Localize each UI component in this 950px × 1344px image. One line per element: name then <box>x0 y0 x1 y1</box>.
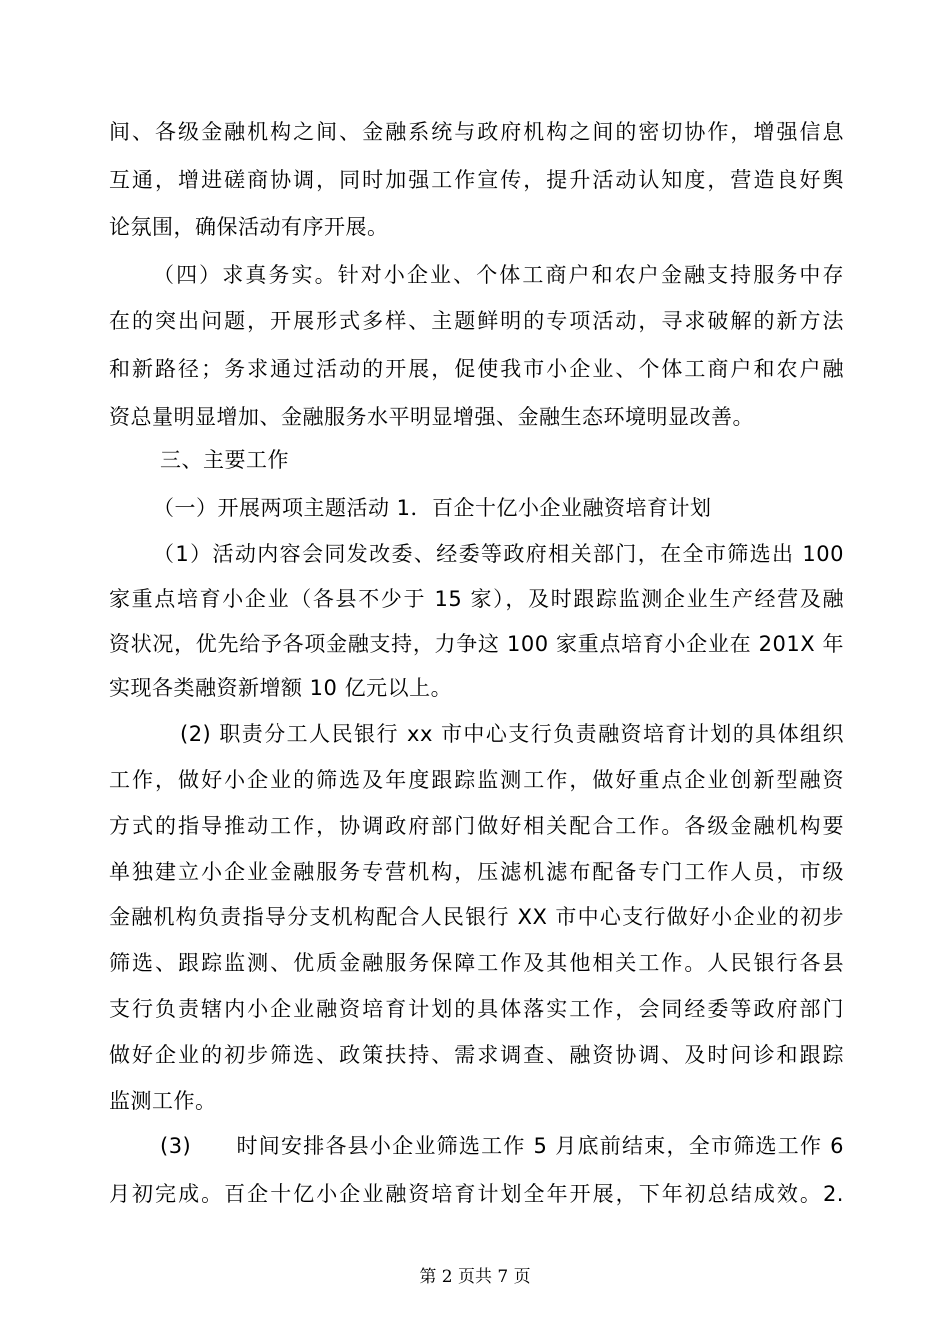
body-line-23: (3) 时间安排各县小企业筛选工作 5 月底前结束，全市筛选工作 6 <box>160 1134 844 1158</box>
body-line-12: 资状况，优先给予各项金融支持，力争这 100 家重点培育小企业在 201X 年 <box>109 632 844 656</box>
body-line-3: 论氛围，确保活动有序开展。 <box>109 215 389 239</box>
page-number: 第 2 页共 7 页 <box>419 1267 531 1287</box>
body-line-16: 方式的指导推动工作，协调政府部门做好相关配合工作。各级金融机构要 <box>109 814 844 838</box>
body-line-20: 支行负责辖内小企业融资培育计划的具体落实工作，会同经委等政府部门 <box>109 997 844 1021</box>
body-line-15: 工作，做好小企业的筛选及年度跟踪监测工作，做好重点企业创新型融资 <box>109 768 844 792</box>
body-line-24: 月初完成。百企十亿小企业融资培育计划全年开展，下年初总结成效。2. <box>109 1182 844 1206</box>
body-line-10: （1）活动内容会同发改委、经委等政府相关部门，在全市筛选出 100 <box>153 542 844 566</box>
body-line-6: 和新路径；务求通过活动的开展，促使我市小企业、个体工商户和农户融 <box>109 357 844 381</box>
body-line-17: 单独建立小企业金融服务专营机构，压滤机滤布配备专门工作人员，市级 <box>109 860 844 884</box>
body-line-2: 互通，增进磋商协调，同时加强工作宣传，提升活动认知度，营造良好舆 <box>109 168 844 192</box>
section-heading: 三、主要工作 <box>160 448 289 472</box>
body-line-14: (2) 职责分工人民银行 xx 市中心支行负责融资培育计划的具体组织 <box>180 722 844 746</box>
body-line-21: 做好企业的初步筛选、政策扶持、需求调查、融资协调、及时问诊和跟踪 <box>109 1043 844 1067</box>
body-line-5: 在的突出问题，开展形式多样、主题鲜明的专项活动，寻求破解的新方法 <box>109 309 844 333</box>
body-line-4: （四）求真务实。针对小企业、个体工商户和农户金融支持服务中存 <box>153 263 844 287</box>
body-line-7: 资总量明显增加、金融服务水平明显增强、金融生态环境明显改善。 <box>109 405 754 429</box>
body-line-19: 筛选、跟踪监测、优质金融服务保障工作及其他相关工作。人民银行各县 <box>109 951 844 975</box>
body-line-11: 家重点培育小企业（各县不少于 15 家），及时跟踪监测企业生产经营及融 <box>109 587 844 611</box>
subsection-heading: （一）开展两项主题活动 1．百企十亿小企业融资培育计划 <box>153 496 712 520</box>
body-line-13: 实现各类融资新增额 10 亿元以上。 <box>109 676 453 700</box>
body-line-1: 间、各级金融机构之间、金融系统与政府机构之间的密切协作，增强信息 <box>109 120 844 144</box>
body-line-22: 监测工作。 <box>109 1089 217 1113</box>
body-line-18: 金融机构负责指导分支机构配合人民银行 XX 市中心支行做好小企业的初步 <box>109 905 844 929</box>
